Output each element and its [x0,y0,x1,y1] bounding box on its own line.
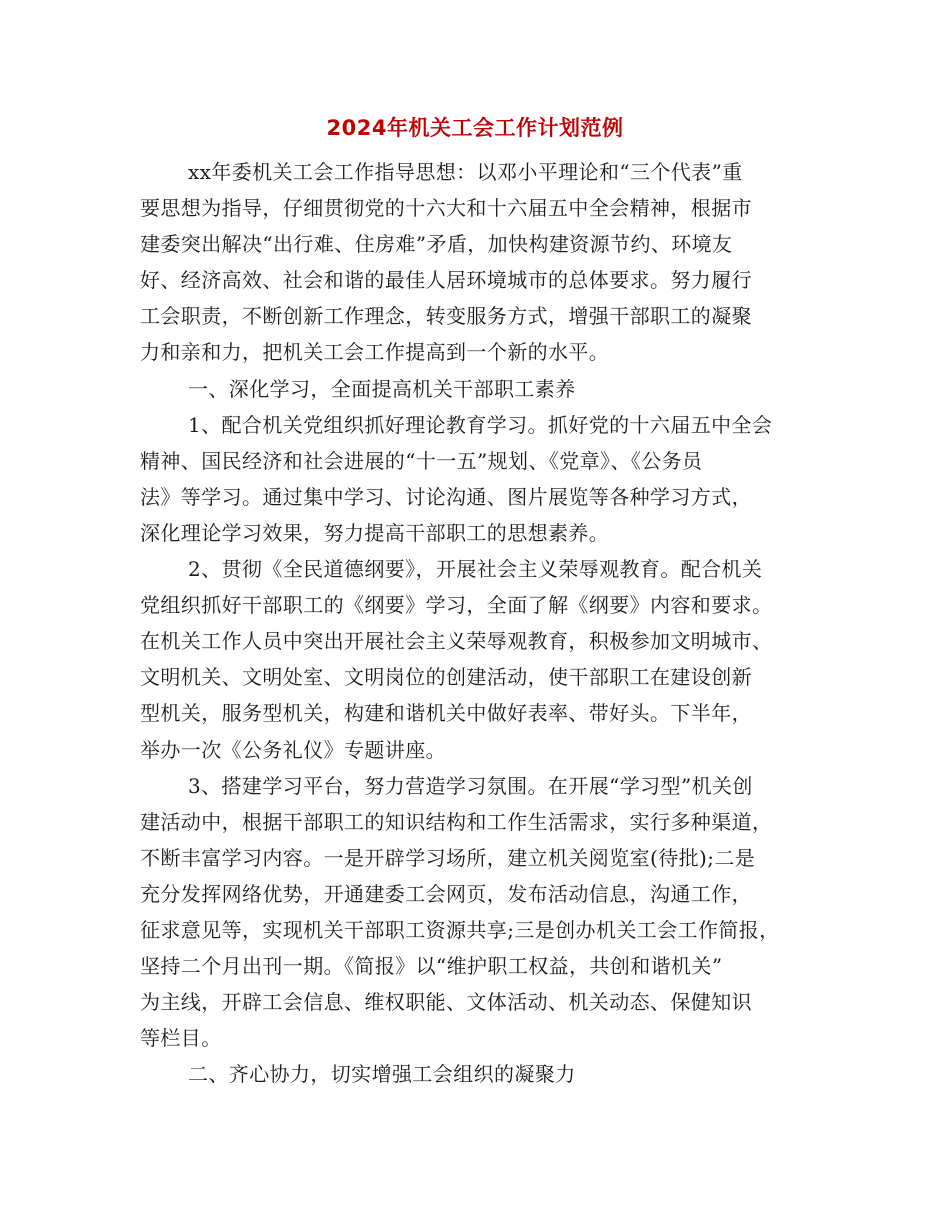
text-line: 建活动中，根据干部职工的知识结构和工作生活需求，实行多种渠道， [140,809,773,834]
text-line: 举办一次《公务礼仪》专题讲座。 [140,737,446,762]
text-line: 不断丰富学习内容。一是开辟学习场所，建立机关阅览室(待批);二是 [140,845,756,870]
text-line: 要思想为指导，仔细贯彻党的十六大和十六届五中全会精神，根据市 [140,196,752,221]
document-body [140,154,815,1092]
text-line: 力和亲和力，把机关工会工作提高到一个新的水平。 [140,340,610,365]
text-line: 文明机关、文明处室、文明岗位的创建活动，使干部职工在建设创新 [140,665,752,690]
text-line: xx年委机关工会工作指导思想：以邓小平理论和“三个代表”重 [188,160,743,184]
text-line: 充分发挥网络优势，开通建委工会网页，发布活动信息，沟通工作， [140,881,752,906]
text-line: 二、齐心协力，切实增强工会组织的凝聚力 [188,1062,576,1087]
text-line: 好、经济高效、社会和谐的最佳人居环境城市的总体要求。努力履行 [140,268,752,293]
text-line: 精神、国民经济和社会进展的“十一五”规划、《党章》、《公务员 [140,448,703,473]
text-line: 一、深化学习，全面提高机关干部职工素养 [188,376,576,401]
text-line: 深化理论学习效果，努力提高干部职工的思想素养。 [140,520,610,545]
text-line: 征求意见等，实现机关干部职工资源共享;三是创办机关工会工作简报， [140,917,780,942]
text-line: 1、配合机关党组织抓好理论教育学习。抓好党的十六届五中全会 [188,412,773,437]
text-line: 为主线，开辟工会信息、维权职能、文体活动、机关动态、保健知识 [140,990,752,1015]
text-line: 型机关，服务型机关，构建和谐机关中做好表率、带好头。下半年， [140,701,752,726]
text-line: 工会职责，不断创新工作理念，转变服务方式，增强干部职工的凝聚 [140,304,752,329]
text-line: 3、搭建学习平台，努力营造学习氛围。在开展“学习型”机关创 [188,773,753,798]
text-line: 法》等学习。通过集中学习、讨论沟通、图片展览等各种学习方式， [140,484,752,509]
text-line: 建委突出解决“出行难、住房难”矛盾，加快构建资源节约、环境友 [140,232,733,257]
document-title: 2024年机关工会工作计划范例 [326,116,624,140]
text-line: 在机关工作人员中突出开展社会主义荣辱观教育，积极参加文明城市、 [140,629,773,654]
text-line: 2、贯彻《全民道德纲要》，开展社会主义荣辱观教育。配合机关 [188,557,763,582]
text-line: 坚持二个月出刊一期。《简报》以“维护职工权益，共创和谐机关” [140,954,723,979]
text-line: 等栏目。 [140,1026,222,1051]
text-line: 党组织抓好干部职工的《纲要》学习，全面了解《纲要》内容和要求。 [140,593,773,618]
